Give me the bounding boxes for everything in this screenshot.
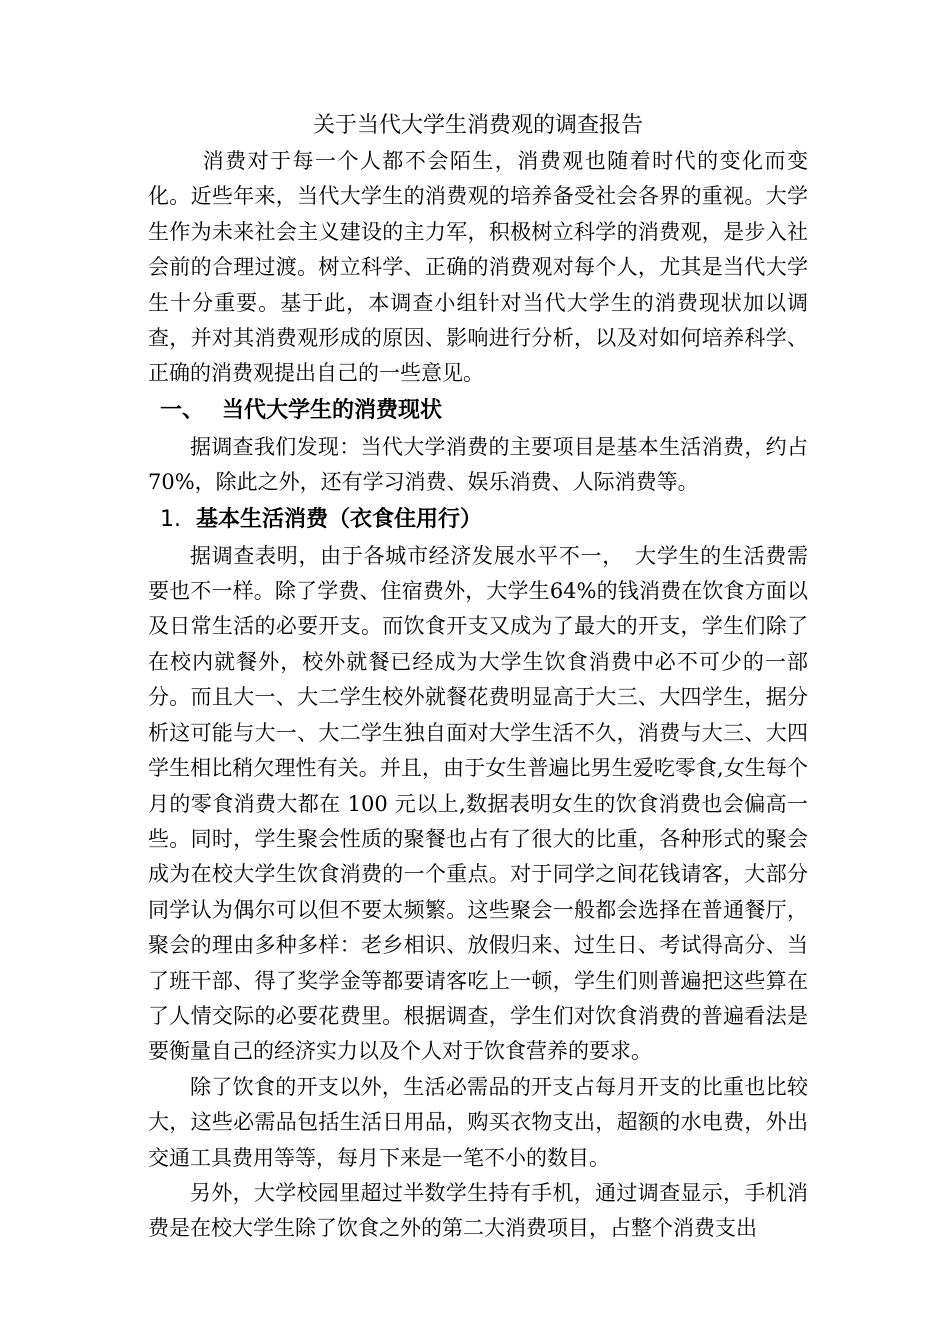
- section-1-paragraph: 据调查我们发现：当代大学消费的主要项目是基本生活消费，约占70%，除此之外，还有学习消费、娱乐消费、人际消费等。: [148, 434, 808, 495]
- subsection-paragraph-2: 除了饮食的开支以外，生活必需品的开支占每月开支的比重也比较大，这些必需品包括生活日用品，购买衣物支出，超额的水电费，外出交通工具费用等等，每月下来是一笔不小的数目。: [148, 1074, 808, 1170]
- section-heading-text: 当代大学生的消费现状: [222, 397, 443, 423]
- subsection-number: 1.: [160, 506, 181, 532]
- intro-paragraph: 消费对于每一个人都不会陌生，消费观也随着时代的变化而变化。近些年来，当代大学生的消费观的培养备受社会各界的重视。大学生作为未来社会主义建设的主力军，积极树立科学的消费观，是步入社会前的合理过渡。树立科学、正确的消费观对每个人，尤其是当代大学生十分重要。基于此，本调查小组针对当代大学生的消费现状加以调查，并对其消费观形成的原因、影响进行分析，以及对如何培养科学、正确的消费观提出自己的一些意见。: [148, 149, 808, 386]
- subsection-heading-text: 基本生活消费（衣食住用行）: [196, 506, 483, 532]
- subsection-heading-1: [148, 501, 808, 539]
- document-page: [148, 108, 808, 1247]
- document-title: 关于当代大学生消费观的调查报告: [312, 113, 643, 138]
- section-number: 一、: [160, 397, 205, 423]
- subsection-paragraph-1: 据调查表明，由于各城市经济发展水平不一， 大学生的生活费需要也不一样。除了学费、住宿费外，大学生64%的钱消费在饮食方面以及日常生活的必要开支。而饮食开支又成为了最大的开支，学生们除了在校内就餐外，校外就餐已经成为大学生饮食消费中必不可少的一部分。而且大一、大二学生校外就餐花费明显高于大三、大四学生，据分析这可能与大一、大二学生独自面对大学生活不久，消费与大三、大四学生相比稍欠理性有关。并且，由于女生普遍比男生爱吃零食,女生每个月的零食消费大都在 100 元以上,数据表明女生的饮食消费也会偏高一些。同时，学生聚会性质的聚餐也占有了很大的比重，各种形式的聚会成为在校大学生饮食消费的一个重点。对于同学之间花钱请客，大部分同学认为偶尔可以但不要太频繁。这些聚会一般都会选择在普通餐厅，聚会的理由多种多样：老乡相识、放假归来、过生日、考试得高分、当了班干部、得了奖学金等都要请客吃上一顿，学生们则普遍把这些算在了人情交际的必要花费里。根据调查，学生们对饮食消费的普遍看法是要衡量自己的经济实力以及个人对于饮食营养的要求。: [148, 543, 808, 1064]
- subsection-paragraph-3: 另外，大学校园里超过半数学生持有手机，通过调查显示，手机消费是在校大学生除了饮食之外的第二大消费项目，占整个消费支出: [148, 1180, 808, 1241]
- section-heading-1: [148, 392, 808, 430]
